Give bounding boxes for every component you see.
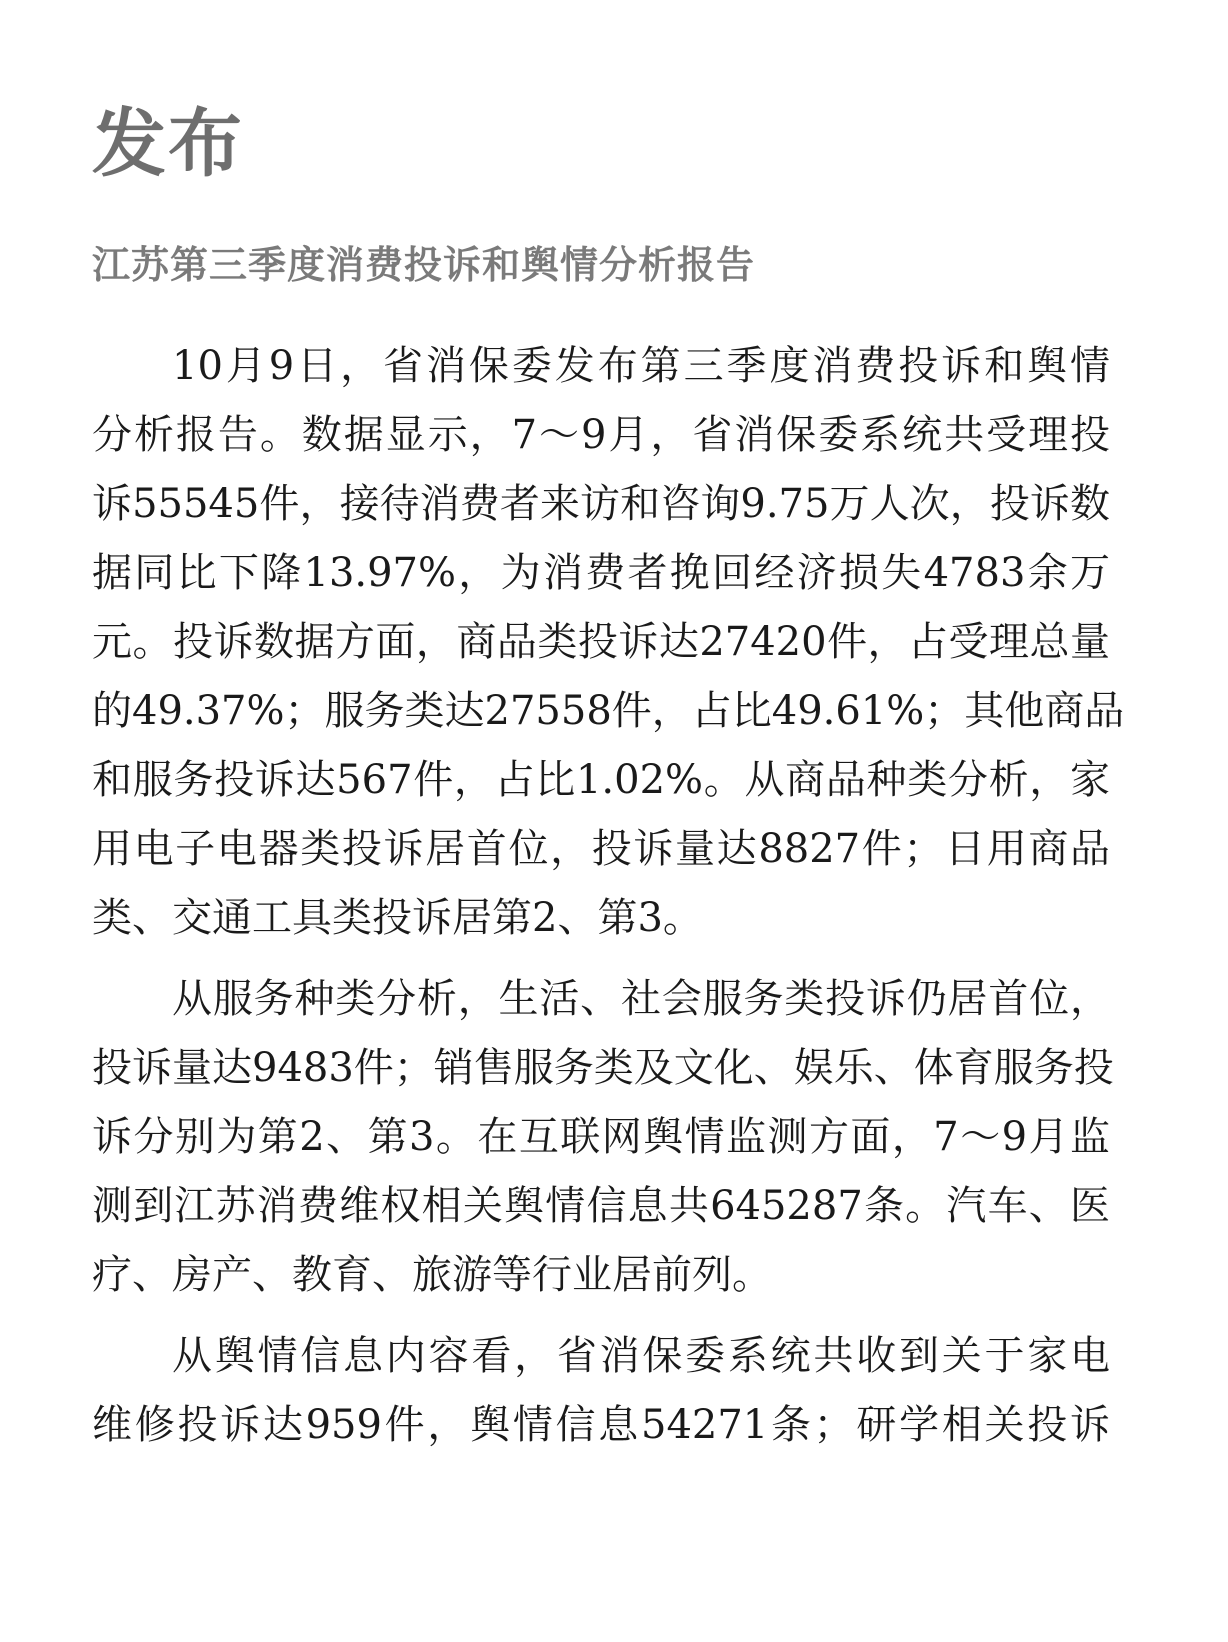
text-line: 诉分别为第2、第3。在互联网舆情监测方面，7～9月监 bbox=[92, 1114, 1110, 1160]
text-line: 元。投诉数据方面，商品类投诉达27420件，占受理总量 bbox=[92, 619, 1110, 665]
text-line: 10月9日，省消保委发布第三季度消费投诉和舆情 bbox=[172, 343, 1110, 389]
text-line: 维修投诉达959件，舆情信息54271条；研学相关投诉 bbox=[92, 1402, 1110, 1448]
text-line: 用电子电器类投诉居首位，投诉量达8827件；日用商品 bbox=[92, 826, 1110, 872]
text-line: 从舆情信息内容看，省消保委系统共收到关于家电 bbox=[172, 1333, 1110, 1379]
text-line: 的49.37%；服务类达27558件，占比49.61%；其他商品 bbox=[92, 688, 1125, 734]
text-line: 类、交通工具类投诉居第2、第3。 bbox=[92, 895, 703, 941]
section-heading: 发布 bbox=[92, 101, 244, 187]
article-body bbox=[92, 332, 1125, 1460]
text-line: 据同比下降13.97%，为消费者挽回经济损失4783余万 bbox=[92, 550, 1110, 596]
paragraph bbox=[92, 1322, 1110, 1460]
text-line: 和服务投诉达567件，占比1.02%。从商品种类分析，家 bbox=[92, 757, 1110, 803]
text-line: 从服务种类分析，生活、社会服务类投诉仍居首位， bbox=[172, 976, 1110, 1022]
paragraph-gap bbox=[92, 953, 1110, 965]
text-line: 测到江苏消费维权相关舆情信息共645287条。汽车、医 bbox=[92, 1183, 1110, 1229]
paragraph bbox=[92, 965, 1114, 1310]
text-line: 分析报告。数据显示，7～9月，省消保委系统共受理投 bbox=[92, 412, 1110, 458]
text-line: 投诉量达9483件；销售服务类及文化、娱乐、体育服务投 bbox=[92, 1045, 1114, 1091]
paragraph-gap bbox=[92, 1310, 1110, 1322]
text-line: 疗、房产、教育、旅游等行业居前列。 bbox=[92, 1252, 772, 1298]
text-line: 诉55545件，接待消费者来访和咨询9.75万人次，投诉数 bbox=[92, 481, 1110, 527]
article-title: 江苏第三季度消费投诉和舆情分析报告 bbox=[92, 242, 756, 287]
paragraph bbox=[92, 332, 1125, 953]
